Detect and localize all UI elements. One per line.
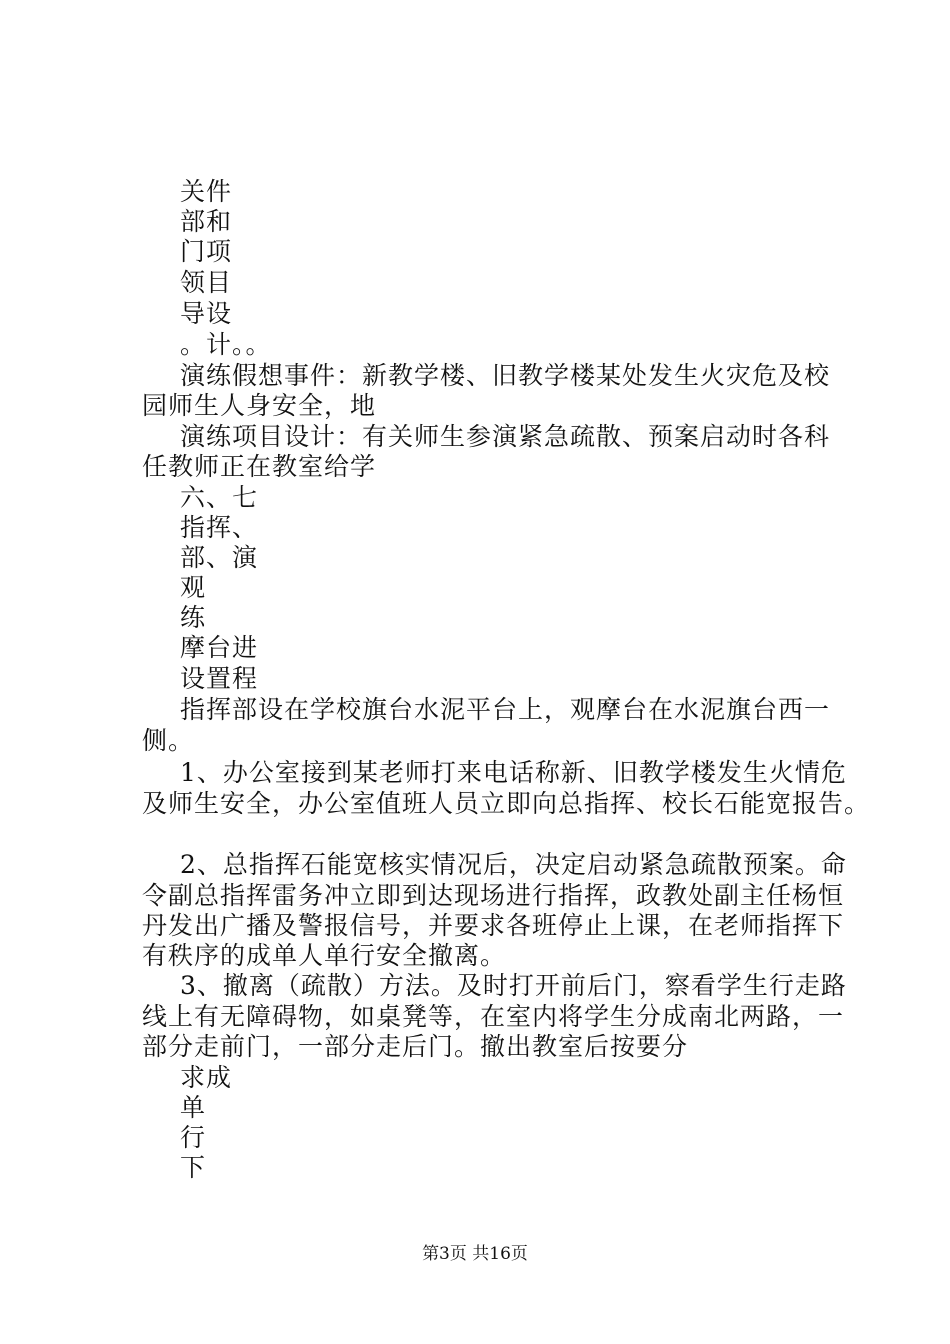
text-line: 演练项目设计：有关师生参演紧急疏散、预案启动时各科 [180,422,831,451]
text-line: 求成 [180,1063,233,1092]
text-line: 六、七 [180,483,259,512]
text-line: 园师生人身安全，地 [142,391,377,420]
text-line: 丹发出广播及警报信号，并要求各班停止上课，在老师指挥下 [142,911,845,940]
text-line: 部和 [180,207,233,236]
text-line: 摩台进 [180,633,259,662]
text-line: 门项 [180,237,233,266]
text-line: 关件 [180,177,233,206]
text-line: 单 [180,1093,207,1122]
text-line: 任教师正在教室给学 [142,452,377,481]
text-line: 1、办公室接到某老师打来电话称新、旧教学楼发生火情危 [180,758,847,787]
text-line: 设置程 [180,664,259,693]
text-line: 3、撤离（疏散）方法。及时打开前后门，察看学生行走路 [180,971,847,1000]
text-line: 及师生安全，办公室值班人员立即向总指挥、校长石能宽报告。 [142,789,871,818]
text-line: 部、演 [180,543,259,572]
text-line: 演练假想事件：新教学楼、旧教学楼某处发生火灾危及校 [180,361,831,390]
text-line: 指挥部设在学校旗台水泥平台上，观摩台在水泥旗台西一 [180,695,831,724]
text-line: 指挥、 [180,513,259,542]
page-footer: 第3页 共16页 [422,1244,528,1264]
text-line: 2、总指挥石能宽核实情况后，决定启动紧急疏散预案。命 [180,850,847,879]
text-line: 令副总指挥雷务冲立即到达现场进行指挥，政教处副主任杨恒 [142,881,845,910]
text-line: 导设 [180,299,233,328]
text-line: 下 [180,1153,207,1182]
text-line: 领目 [180,268,233,297]
text-line: 线上有无障碍物，如桌凳等，在室内将学生分成南北两路，一 [142,1002,845,1031]
text-line: 行 [180,1123,207,1152]
text-line: 观 [180,573,207,602]
text-line: 侧。 [142,726,195,755]
text-line: 练 [180,603,207,632]
text-line: 。计。。 [180,330,272,359]
text-line: 部分走前门，一部分走后门。撤出教室后按要分 [142,1032,689,1061]
text-line: 有秩序的成单人单行安全撤离。 [142,941,507,970]
